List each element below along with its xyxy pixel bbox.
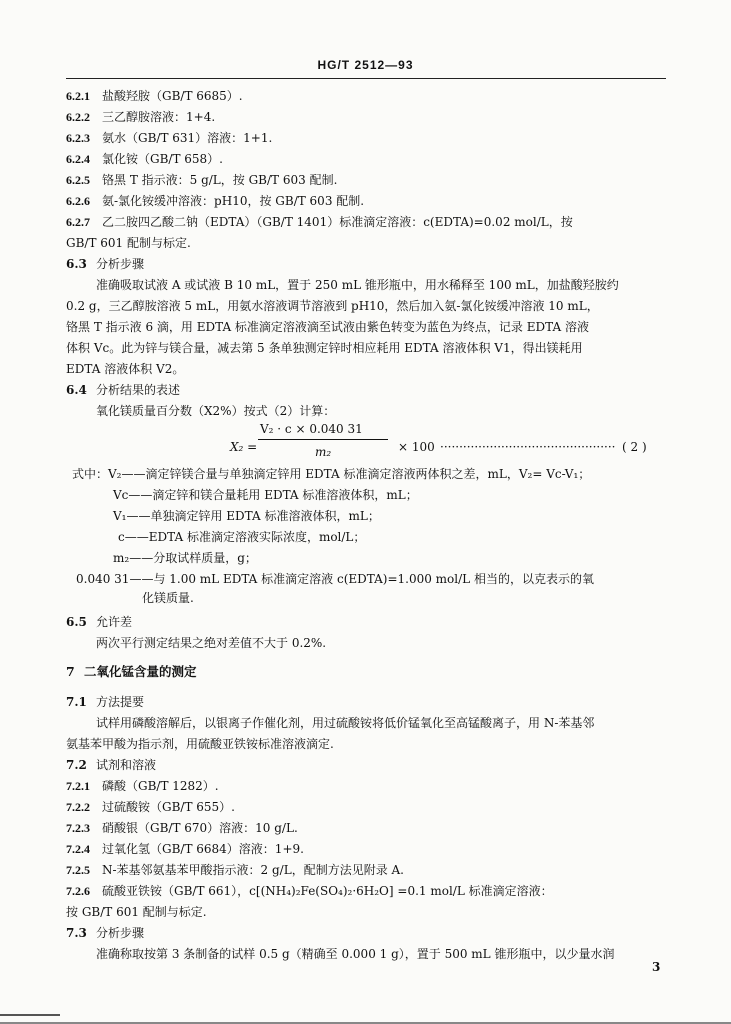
heading-7-2: 7.2 试剂和溶液 — [66, 758, 157, 772]
heading-7-1: 7.1 方法提要 — [66, 695, 145, 709]
para-7-1-line2: 氨基苯甲酸为指示剂，用硫酸亚铁铵标准溶液滴定. — [66, 737, 334, 751]
clause-7-2-2: 7.2.2 过硫酸铵（GB/T 655）. — [66, 800, 235, 814]
where-item: m₂——分取试样质量，g； — [113, 551, 257, 565]
para-6-4-intro: 氧化镁质量百分数（X2%）按式（2）计算： — [96, 404, 336, 418]
page-number: 3 — [652, 960, 661, 974]
clause-7-2-3: 7.2.3 硝酸银（GB/T 670）溶液：10 g/L. — [66, 821, 298, 835]
clause-6-2-6: 6.2.6 氨-氯化铵缓冲溶液：pH10，按 GB/T 603 配制. — [66, 194, 365, 208]
formula-times: × 100 — [398, 440, 435, 454]
clause-7-2-5: 7.2.5 N-苯基邻氨基苯甲酸指示液：2 g/L，配制方法见附录 A. — [66, 863, 404, 877]
para-6-3-line2: 0.2 g，三乙醇胺溶液 5 mL，用氨水溶液调节溶液到 pH10，然后加入氨-氯化铵缓冲溶液 10 mL， — [66, 299, 599, 313]
para-6-3-line4: 体积 Vc。此为锌与镁合量，减去第 5 条单独测定锌时相应耗用 EDTA 溶液体积 V1，得出镁耗用 — [66, 341, 583, 355]
heading-6-4: 6.4 分析结果的表述 — [66, 383, 181, 397]
formula-leader-dots: ·············································· — [440, 440, 616, 454]
formula-numerator: V₂ · c × 0.040 31 — [260, 422, 363, 436]
formula-equation-number: ( 2 ) — [622, 440, 647, 454]
where-item: Vc——滴定锌和镁合量耗用 EDTA 标准溶液体积，mL； — [113, 488, 418, 502]
clause-6-2-2: 6.2.2 三乙醇胺溶液：1+4. — [66, 110, 216, 124]
section-7-title: 7 二氧化锰含量的测定 — [66, 664, 197, 679]
clause-7-2-6: 7.2.6 硫酸亚铁铵（GB/T 661），c[(NH₄)₂Fe(SO₄)₂·6H₂O] =0.1 mol/L 标准滴定溶液： — [66, 884, 553, 898]
heading-6-3: 6.3 分析步骤 — [66, 257, 145, 271]
para-6-3-line5: EDTA 溶液体积 V2。 — [66, 362, 185, 376]
formula-2 — [230, 420, 670, 470]
scan-mark — [0, 1014, 60, 1016]
para-6-3-line3: 铬黑 T 指示液 6 滴，用 EDTA 标准滴定溶液滴至试液由紫色转变为蓝色为终点，记录 EDTA 溶液 — [66, 320, 589, 334]
para-7-1-line1: 试样用磷酸溶解后，以银离子作催化剂，用过硫酸铵将低价锰氧化至高锰酸离子，用 N-苯基邻 — [96, 716, 595, 730]
fraction-bar — [258, 439, 388, 440]
clause-7-2-6-cont: 按 GB/T 601 配制与标定. — [66, 905, 207, 919]
where-item: V₁——单独滴定锌用 EDTA 标准溶液体积，mL； — [113, 509, 380, 523]
para-7-3-line1: 准确称取按第 3 条制备的试样 0.5 g（精确至 0.000 1 g），置于 500 mL 锥形瓶中，以少量水润 — [96, 947, 615, 961]
clause-6-2-7-cont: GB/T 601 配制与标定. — [66, 236, 191, 250]
clause-7-2-1: 7.2.1 磷酸（GB/T 1282）. — [66, 779, 219, 793]
where-item: 式中：V₂——滴定锌镁合量与单独滴定锌用 EDTA 标准滴定溶液两体积之差，mL，V₂= Vc-V₁； — [72, 467, 591, 481]
clause-6-2-5: 6.2.5 铬黑 T 指示液：5 g/L，按 GB/T 603 配制. — [66, 173, 338, 187]
para-6-5: 两次平行测定结果之绝对差值不大于 0.2%. — [96, 636, 327, 650]
where-item-cont: 化镁质量. — [142, 591, 194, 605]
clause-6-2-3: 6.2.3 氨水（GB/T 631）溶液：1+1. — [66, 131, 273, 145]
heading-6-5: 6.5 允许差 — [66, 615, 133, 629]
clause-6-2-7: 6.2.7 乙二胺四乙酸二钠（EDTA）（GB/T 1401）标准滴定溶液：c(EDTA)=0.02 mol/L，按 — [66, 215, 573, 229]
formula-denominator: m₂ — [315, 445, 332, 459]
para-6-3-line1: 准确吸取试液 A 或试液 B 10 mL，置于 250 mL 锥形瓶中，用水稀释至 100 mL，加盐酸羟胺约 — [96, 278, 619, 292]
page-header: HG/T 2512—93 — [317, 58, 414, 72]
clause-6-2-4: 6.2.4 氯化铵（GB/T 658）. — [66, 152, 223, 166]
clause-7-2-4: 7.2.4 过氧化氢（GB/T 6684）溶液：1+9. — [66, 842, 304, 856]
header-rule — [66, 78, 666, 79]
clause-6-2-1: 6.2.1 盐酸羟胺（GB/T 6685）. — [66, 89, 243, 103]
heading-7-3: 7.3 分析步骤 — [66, 926, 145, 940]
where-item: 0.040 31——与 1.00 mL EDTA 标准滴定溶液 c(EDTA)=1.000 mol/L 相当的，以克表示的氧 — [76, 572, 594, 586]
where-item: c——EDTA 标准滴定溶液实际浓度，mol/L； — [118, 530, 366, 544]
formula-lhs: X₂ = — [230, 440, 258, 454]
